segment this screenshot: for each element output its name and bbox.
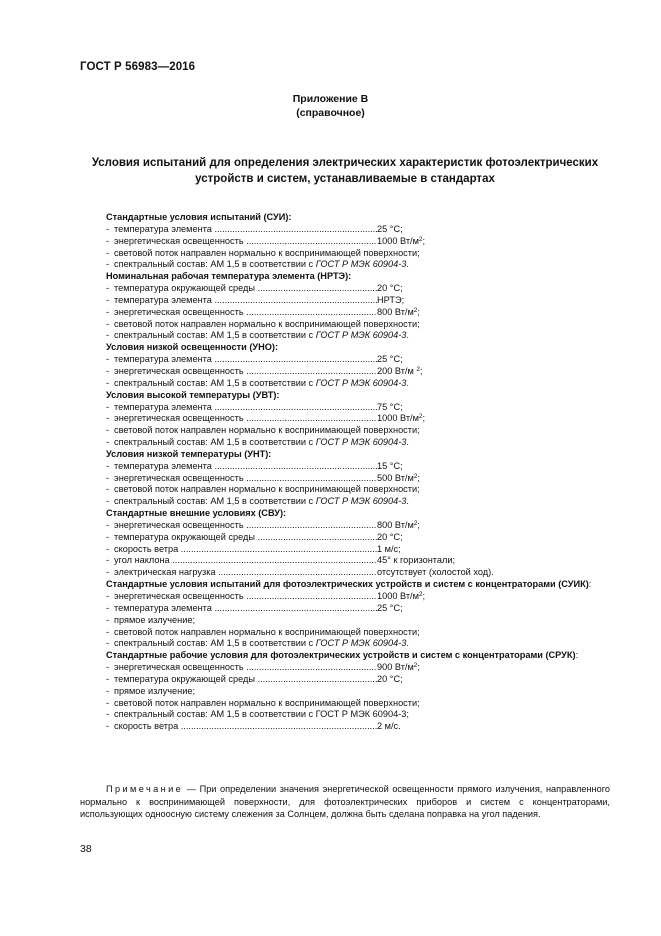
- item-label: температура окружающей среды .....: [114, 283, 377, 295]
- note-label: Примечание: [106, 784, 184, 794]
- item-text-end: .: [406, 638, 409, 649]
- item-text: световой поток направлен нормально к воспринимающей поверхности;: [114, 626, 420, 637]
- list-item: [80, 402, 615, 414]
- list-dash: -: [106, 626, 110, 637]
- list-dash: -: [106, 697, 110, 708]
- document-code: ГОСТ Р 56983—2016: [80, 61, 196, 73]
- item-value: 20 °С;: [377, 531, 403, 542]
- section-heading: [80, 449, 615, 461]
- item-text: спектральный состав: АМ 1,5 в соответствии с: [114, 330, 316, 341]
- item-label: температура элемента .....: [114, 354, 377, 366]
- list-item: [80, 532, 615, 544]
- list-item: [80, 662, 615, 674]
- item-value: НРТЭ;: [377, 294, 405, 305]
- item-label: температура окружающей среды .....: [114, 674, 377, 686]
- section-title: Условия высокой температуры (УВТ):: [106, 389, 280, 400]
- list-item: [80, 473, 615, 485]
- list-item: [80, 674, 615, 686]
- item-value-end: ;: [422, 413, 426, 424]
- item-value: 20 °С;: [377, 673, 403, 684]
- list-dash: -: [106, 662, 110, 673]
- section-title-colon: :: [588, 579, 592, 590]
- list-dash: -: [106, 709, 110, 720]
- list-dash: -: [106, 437, 110, 448]
- list-item: [80, 224, 615, 236]
- item-text: световой поток направлен нормально к воспринимающей поверхности;: [114, 484, 420, 495]
- list-dash: -: [106, 496, 110, 507]
- item-value-end: ;: [419, 365, 423, 376]
- item-value-end: ;: [417, 306, 420, 317]
- list-dash: -: [106, 318, 110, 329]
- section-heading: [80, 342, 615, 354]
- item-value: 900 Вт/м: [377, 662, 414, 673]
- item-value-end: ;: [422, 591, 426, 601]
- item-label: энергетическая освещенность .....: [114, 307, 377, 319]
- section-title: Условия низкой температуры (УНТ):: [106, 448, 272, 459]
- item-superscript: 2: [416, 365, 420, 373]
- list-dash: -: [106, 555, 110, 566]
- item-value-end: ;: [417, 472, 420, 483]
- item-value-end: ;: [422, 235, 426, 246]
- item-value: 1000 Вт/м: [377, 235, 419, 246]
- item-label: энергетическая освещенность .....: [114, 591, 377, 603]
- item-label: температура элемента .....: [114, 402, 377, 414]
- list-dash: -: [106, 638, 110, 649]
- item-label: энергетическая освещенность .....: [114, 413, 377, 425]
- list-dash: -: [106, 472, 110, 483]
- appendix-title: Приложение В: [292, 93, 369, 105]
- section-heading: [80, 579, 615, 591]
- page-number: 38: [80, 843, 92, 855]
- item-value: 800 Вт/м: [377, 519, 414, 530]
- list-dash: -: [106, 330, 110, 341]
- list-dash: -: [106, 721, 110, 732]
- conditions-list: [80, 212, 615, 733]
- item-value: 200 Вт/м: [377, 365, 417, 376]
- section-title-colon: :: [575, 650, 579, 661]
- item-superscript: 2: [418, 235, 423, 243]
- list-dash: -: [106, 306, 110, 317]
- item-value: отсутствует (холостой ход).: [377, 567, 494, 578]
- list-item: [80, 413, 615, 425]
- item-text: спектральный состав: АМ 1,5 в соответствии с: [114, 377, 316, 388]
- item-text: спектральный состав: АМ 1,5 в соответствии с: [114, 437, 316, 448]
- list-dash: -: [106, 413, 110, 424]
- section-heading: [80, 508, 615, 520]
- list-dash: -: [106, 614, 110, 625]
- item-value: 800 Вт/м: [377, 306, 414, 317]
- list-dash: -: [106, 567, 110, 578]
- list-item: [80, 461, 615, 473]
- list-dash: -: [106, 543, 110, 554]
- list-dash: -: [106, 259, 110, 270]
- item-text: спектральный состав: АМ 1,5 в соответствии с: [114, 259, 316, 270]
- list-item: [80, 721, 615, 733]
- list-item: [80, 686, 615, 698]
- list-dash: -: [106, 673, 110, 684]
- item-text: спектральный состав: АМ 1,5 в соответствии с ГОСТ Р МЭК 60904-3;: [114, 709, 409, 720]
- item-text: световой поток направлен нормально к воспринимающей поверхности;: [114, 318, 420, 329]
- list-item: [80, 520, 615, 532]
- item-value-end: ;: [417, 519, 420, 530]
- section-title: Стандартные внешние условиях (СВУ):: [106, 508, 287, 519]
- standard-reference: ГОСТ Р МЭК 60904-3: [315, 330, 407, 341]
- item-text: прямое излучение;: [114, 685, 196, 696]
- item-text-end: .: [406, 377, 409, 388]
- item-value: 500 Вт/м: [377, 472, 414, 483]
- item-label: температура элемента .....: [114, 461, 377, 473]
- appendix-heading: [0, 92, 661, 120]
- list-item: [80, 567, 615, 579]
- note-text: — При определении значения энергетической освещенности прямого излучения, направленного нормально к воспринимающей поверхности, для фотоэлектрических приборов и систем с концентраторами, использующих одноосную систему слежения за Солнцем, должна быть сделана поправка на угол падения.: [80, 784, 610, 819]
- list-item: [80, 295, 615, 307]
- list-dash: -: [106, 519, 110, 530]
- item-label: скорость ветра .....: [114, 721, 377, 733]
- standard-reference: ГОСТ Р МЭК 60904-3: [315, 259, 407, 270]
- item-superscript: 2: [418, 413, 423, 421]
- list-dash: -: [106, 425, 110, 436]
- section-title: Стандартные рабочие условия для фотоэлектрических устройств и систем с концентраторами (СРУК): [106, 650, 576, 661]
- list-item: [80, 555, 615, 567]
- item-value: 45° к горизонтали;: [377, 555, 456, 566]
- item-value: 2 м/с.: [377, 721, 401, 732]
- item-label: скорость ветра .....: [114, 544, 377, 556]
- item-text-end: .: [406, 437, 409, 448]
- item-label: энергетическая освещенность .....: [114, 520, 377, 532]
- list-dash: -: [106, 247, 110, 258]
- section-heading: [80, 390, 615, 402]
- appendix-subtitle: (справочное): [296, 107, 365, 119]
- list-dash: -: [106, 685, 110, 696]
- list-item: [80, 709, 615, 721]
- section-heading: [80, 212, 615, 224]
- list-item: [80, 698, 615, 710]
- item-label: угол наклона .....: [114, 555, 377, 567]
- list-item: [80, 283, 615, 295]
- list-item: [80, 236, 615, 248]
- section-heading: [80, 650, 615, 662]
- list-dash: -: [106, 283, 110, 294]
- list-item: [80, 378, 615, 390]
- item-value: 25 °С;: [377, 223, 403, 234]
- item-text-end: .: [406, 259, 409, 270]
- list-dash: -: [106, 354, 110, 365]
- item-value: 1000 Вт/м: [377, 413, 419, 424]
- item-label: электрическая нагрузка .....: [114, 567, 377, 579]
- list-dash: -: [106, 484, 110, 495]
- item-superscript: 2: [413, 472, 418, 480]
- item-value-end: ;: [417, 662, 420, 673]
- list-item: [80, 366, 615, 378]
- item-text-end: .: [406, 330, 409, 341]
- item-value: 1000 Вт/м: [377, 591, 419, 601]
- item-value: 15 °С;: [377, 460, 403, 471]
- section-title: Стандартные условия испытаний (СУИ):: [106, 212, 292, 222]
- list-item: [80, 638, 615, 650]
- list-item: [80, 627, 615, 639]
- main-title: Условия испытаний для определения электрических характеристик фотоэлектрических устройств и систем, устанавливаемые в стандартах: [91, 157, 599, 185]
- item-value: 1 м/с;: [377, 543, 401, 554]
- list-dash: -: [106, 377, 110, 388]
- list-item: [80, 437, 615, 449]
- list-dash: -: [106, 531, 110, 542]
- list-item: [80, 425, 615, 437]
- list-item: [80, 307, 615, 319]
- standard-reference: ГОСТ Р МЭК 60904-3: [315, 496, 407, 507]
- item-superscript: 2: [418, 591, 423, 598]
- item-label: температура элемента .....: [114, 295, 377, 307]
- list-item: [80, 615, 615, 627]
- item-text: световой поток направлен нормально к воспринимающей поверхности;: [114, 697, 420, 708]
- item-value: 25 °С;: [377, 354, 403, 365]
- list-dash: -: [106, 223, 110, 234]
- item-label: энергетическая освещенность .....: [114, 236, 377, 248]
- item-label: температура элемента .....: [114, 603, 377, 615]
- section-heading: [80, 271, 615, 283]
- item-superscript: 2: [413, 662, 418, 670]
- standard-reference: ГОСТ Р МЭК 60904-3: [315, 437, 407, 448]
- list-dash: -: [106, 460, 110, 471]
- item-superscript: 2: [413, 306, 418, 314]
- item-text: прямое излучение;: [114, 614, 196, 625]
- list-item: [80, 603, 615, 615]
- item-label: энергетическая освещенность .....: [114, 662, 377, 674]
- item-text: спектральный состав: АМ 1,5 в соответствии с: [114, 638, 316, 649]
- section-title: Номинальная рабочая температура элемента (НРТЭ):: [106, 271, 352, 282]
- item-text: световой поток направлен нормально к воспринимающей поверхности;: [114, 425, 420, 436]
- list-item: [80, 484, 615, 496]
- item-value: 75 °С;: [377, 401, 403, 412]
- item-superscript: 2: [413, 519, 418, 527]
- list-item: [80, 330, 615, 342]
- item-text: спектральный состав: АМ 1,5 в соответствии с: [114, 496, 316, 507]
- item-value: 20 °С;: [377, 283, 403, 294]
- item-label: энергетическая освещенность .....: [114, 473, 377, 485]
- item-value: 25 °С;: [377, 602, 403, 613]
- item-text: световой поток направлен нормально к воспринимающей поверхности;: [114, 247, 420, 258]
- list-dash: -: [106, 401, 110, 412]
- list-dash: -: [106, 294, 110, 305]
- list-item: [80, 354, 615, 366]
- section-title: Стандартные условия испытаний для фотоэлектрических устройств и систем с концентраторами (СУИК): [106, 579, 589, 590]
- list-item: [80, 259, 615, 271]
- section-title: Условия низкой освещенности (УНО):: [106, 342, 279, 353]
- note-paragraph: [80, 783, 610, 821]
- list-item: [80, 496, 615, 508]
- list-dash: -: [106, 591, 110, 601]
- list-dash: -: [106, 365, 110, 376]
- item-label: энергетическая освещенность .....: [114, 366, 377, 378]
- standard-reference: ГОСТ Р МЭК 60904-3: [315, 377, 407, 388]
- list-item: [80, 248, 615, 260]
- list-dash: -: [106, 235, 110, 246]
- standard-reference: ГОСТ Р МЭК 60904-3: [315, 638, 407, 649]
- item-label: температура окружающей среды .....: [114, 532, 377, 544]
- list-dash: -: [106, 602, 110, 613]
- list-item: [80, 591, 615, 603]
- item-text-end: .: [406, 496, 409, 507]
- list-item: [80, 544, 615, 556]
- item-label: температура элемента .....: [114, 224, 377, 236]
- list-item: [80, 319, 615, 331]
